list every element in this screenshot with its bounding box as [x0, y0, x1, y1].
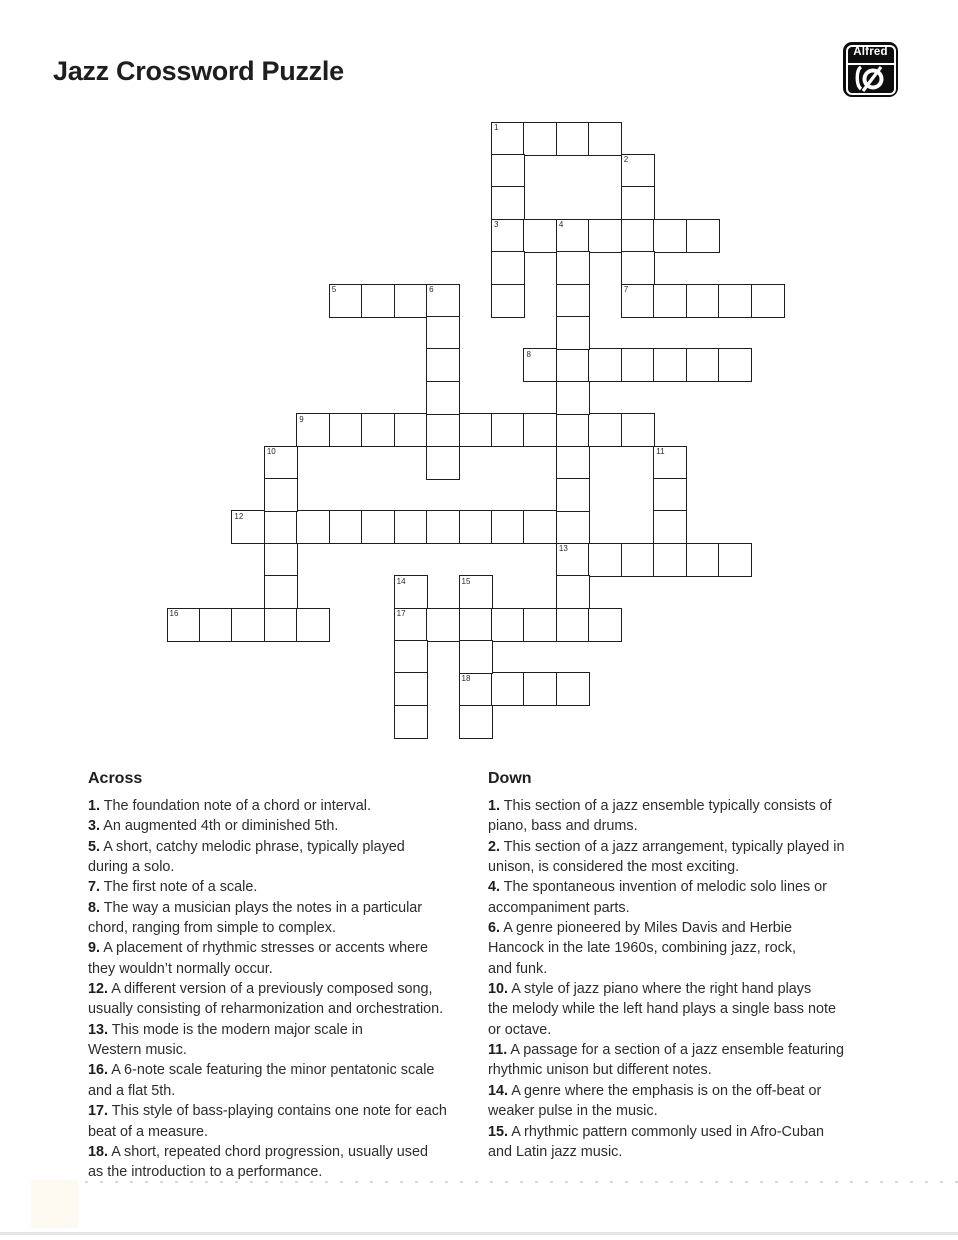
clue-down-14: 14. A genre where the emphasis is on the off-beat or weaker pulse in the music. [488, 1082, 822, 1120]
grid-cell[interactable] [686, 543, 720, 577]
grid-cell[interactable] [556, 478, 590, 512]
grid-cell[interactable] [296, 413, 330, 447]
grid-cell[interactable] [426, 510, 460, 544]
cell-number: 16 [169, 609, 179, 618]
grid-cell[interactable] [459, 413, 493, 447]
cell-number: 18 [461, 673, 471, 683]
cell-number: 10 [266, 447, 276, 456]
grid-cell[interactable] [491, 284, 525, 318]
clue-across-1: 1. The foundation note of a chord or interval. [88, 798, 371, 814]
grid-cell[interactable] [588, 608, 622, 642]
grid-cell[interactable] [556, 446, 590, 480]
grid-cell[interactable] [523, 510, 557, 544]
clue-across-18: 18. A short, repeated chord progression, usually used as the introduction to a performance. [88, 1143, 429, 1181]
cell-number: 6 [429, 285, 434, 294]
clue-across-7: 7. The first note of a scale. [88, 879, 258, 896]
grid-cell[interactable] [621, 251, 655, 285]
grid-cell[interactable] [491, 672, 525, 706]
grid-cell[interactable] [491, 186, 525, 220]
clue-across-3: 3. An augmented 4th or diminished 5th. [88, 818, 339, 835]
page-bottom-rule [0, 1232, 958, 1235]
grid-cell[interactable] [653, 543, 687, 577]
grid-cell[interactable] [361, 510, 395, 544]
grid-cell[interactable] [556, 381, 590, 415]
cell-number: 15 [461, 576, 471, 586]
grid-cell[interactable] [653, 348, 687, 382]
grid-cell[interactable] [361, 413, 395, 447]
grid-cell[interactable] [556, 672, 590, 706]
clue-across-17: 17. This style of bass-playing contains one note for each beat of a measure. [88, 1103, 447, 1140]
clue-down-1: 1. This section of a jazz ensemble typically consists of piano, bass and drums. [488, 798, 832, 835]
grid-cell[interactable] [426, 608, 460, 642]
grid-cell[interactable] [556, 608, 590, 642]
grid-cell[interactable] [491, 608, 525, 642]
cell-number: 4 [558, 220, 564, 230]
clue-down-2: 2. This section of a jazz arrangement, typically played in unison, is considered the most exciting. [488, 838, 845, 876]
grid-cell[interactable] [621, 284, 655, 318]
cell-number: 13 [558, 544, 568, 554]
down-header: Down [488, 770, 532, 787]
logo-brand-text: Alfred [853, 46, 888, 58]
grid-cell[interactable] [523, 348, 557, 382]
grid-cell[interactable] [491, 510, 525, 544]
clue-across-5: 5. A short, catchy melodic phrase, typically played during a solo. [88, 838, 405, 876]
grid-cell[interactable] [556, 510, 590, 544]
clue-down-15: 15. A rhythmic pattern commonly used in Afro-Cuban and Latin jazz music. [488, 1123, 824, 1160]
page-title: Jazz Crossword Puzzle [53, 56, 344, 86]
grid-cell[interactable] [231, 608, 265, 642]
grid-cell[interactable] [588, 219, 622, 253]
grid-cell[interactable] [653, 219, 687, 253]
grid-cell[interactable] [718, 348, 752, 382]
cell-number: 11 [656, 447, 665, 456]
grid-cell[interactable] [556, 543, 590, 577]
grid-cell[interactable] [426, 381, 460, 415]
grid-cell[interactable] [556, 219, 590, 253]
cell-number: 5 [331, 285, 337, 294]
grid-cell[interactable] [556, 348, 590, 382]
grid-cell[interactable] [491, 219, 525, 253]
grid-cell[interactable] [426, 316, 460, 350]
grid-cell[interactable] [556, 413, 590, 447]
clue-across-12: 12. A different version of a previously composed song, usually consisting of reharmonization and orchestration. [88, 981, 444, 1018]
perforation-line [85, 1181, 958, 1183]
grid-cell[interactable] [588, 122, 622, 156]
grid-cell[interactable] [264, 608, 298, 642]
grid-cell[interactable] [426, 446, 460, 480]
grid-cell[interactable] [394, 608, 428, 642]
grid-cell[interactable] [686, 219, 720, 253]
cell-number: 3 [494, 220, 499, 230]
grid-cell[interactable] [459, 510, 493, 544]
grid-cell[interactable] [199, 608, 233, 642]
grid-cell[interactable] [426, 284, 460, 318]
clue-down-11: 11. A passage for a section of a jazz ensemble featuring rhythmic unison but different notes. [488, 1042, 845, 1079]
grid-cell[interactable] [653, 284, 687, 318]
grid-cell[interactable] [329, 510, 363, 544]
grid-cell[interactable] [394, 575, 428, 609]
grid-cell[interactable] [556, 251, 590, 285]
grid-cell[interactable] [523, 413, 557, 447]
grid-cell[interactable] [426, 348, 460, 382]
cell-number: 14 [396, 576, 406, 586]
grid-cell[interactable] [621, 219, 655, 253]
cell-number: 17 [396, 609, 406, 618]
grid-cell[interactable] [751, 284, 785, 318]
grid-cell[interactable] [296, 608, 330, 642]
clue-section [88, 770, 888, 1183]
cell-number: 1 [494, 123, 499, 132]
down-clue-list [488, 796, 888, 1162]
grid-cell[interactable] [653, 510, 687, 544]
grid-cell[interactable] [491, 154, 525, 188]
across-header: Across [88, 770, 143, 787]
across-clue-list [88, 796, 488, 1183]
clue-down-10: 10. A style of jazz piano where the right hand plays the melody while the left hand plays a single bass note or octave. [488, 981, 836, 1038]
grid-cell[interactable] [329, 413, 363, 447]
grid-cell[interactable] [394, 413, 428, 447]
clue-down-6: 6. A genre pioneered by Miles Davis and Herbie Hancock in the late 1960s, combining jazz, rock, and funk. [488, 920, 796, 977]
across-clues-column [88, 770, 488, 1183]
grid-cell[interactable] [491, 413, 525, 447]
grid-cell[interactable] [491, 122, 525, 156]
grid-cell[interactable] [556, 284, 590, 318]
grid-cell[interactable] [394, 284, 428, 318]
grid-cell[interactable] [459, 705, 493, 739]
clue-across-9: 9. A placement of rhythmic stresses or accents where they wouldn’t normally occur. [88, 940, 428, 977]
grid-cell[interactable] [329, 284, 363, 318]
grid-cell[interactable] [653, 478, 687, 512]
grid-cell[interactable] [296, 510, 330, 544]
corner-accent-block [31, 1180, 79, 1228]
grid-cell[interactable] [459, 672, 493, 706]
grid-cell[interactable] [588, 348, 622, 382]
down-clues-column [488, 770, 888, 1183]
grid-cell[interactable] [394, 510, 428, 544]
grid-cell[interactable] [653, 446, 687, 480]
grid-cell[interactable] [556, 316, 590, 350]
grid-cell[interactable] [491, 251, 525, 285]
grid-cell[interactable] [361, 284, 395, 318]
grid-cell[interactable] [621, 154, 655, 188]
grid-cell[interactable] [556, 575, 590, 609]
grid-cell[interactable] [588, 413, 622, 447]
grid-cell[interactable] [459, 608, 493, 642]
grid-cell[interactable] [231, 510, 265, 544]
grid-cell[interactable] [523, 672, 557, 706]
grid-cell[interactable] [264, 543, 298, 577]
grid-cell[interactable] [621, 413, 655, 447]
grid-cell[interactable] [459, 575, 493, 609]
clue-across-16: 16. A 6-note scale featuring the minor pentatonic scale and a flat 5th. [88, 1062, 435, 1099]
grid-cell[interactable] [523, 219, 557, 253]
grid-cell[interactable] [394, 705, 428, 739]
grid-cell[interactable] [718, 284, 752, 318]
grid-cell[interactable] [523, 122, 557, 156]
grid-cell[interactable] [523, 608, 557, 642]
grid-cell[interactable] [167, 608, 201, 642]
grid-cell[interactable] [556, 122, 590, 156]
cell-number: 7 [623, 285, 629, 294]
grid-cell[interactable] [394, 640, 428, 674]
grid-cell[interactable] [686, 284, 720, 318]
cell-number: 8 [526, 349, 531, 359]
grid-cell[interactable] [264, 446, 298, 480]
grid-cell[interactable] [264, 510, 298, 544]
grid-cell[interactable] [588, 543, 622, 577]
grid-cell[interactable] [621, 543, 655, 577]
clue-down-4: 4. The spontaneous invention of melodic solo lines or accompaniment parts. [488, 879, 827, 916]
grid-cell[interactable] [621, 348, 655, 382]
grid-cell[interactable] [686, 348, 720, 382]
grid-cell[interactable] [264, 478, 298, 512]
cell-number: 12 [234, 511, 244, 521]
grid-cell[interactable] [426, 413, 460, 447]
grid-cell[interactable] [718, 543, 752, 577]
grid-cell[interactable] [621, 186, 655, 220]
clue-across-8: 8. The way a musician plays the notes in a particular chord, ranging from simple to complex. [88, 899, 423, 937]
clue-across-13: 13. This mode is the modern major scale in Western music. [88, 1021, 363, 1059]
grid-cell[interactable] [459, 640, 493, 674]
cell-number: 9 [299, 414, 304, 424]
grid-cell[interactable] [394, 672, 428, 706]
grid-cell[interactable] [264, 575, 298, 609]
cell-number: 2 [623, 155, 629, 165]
